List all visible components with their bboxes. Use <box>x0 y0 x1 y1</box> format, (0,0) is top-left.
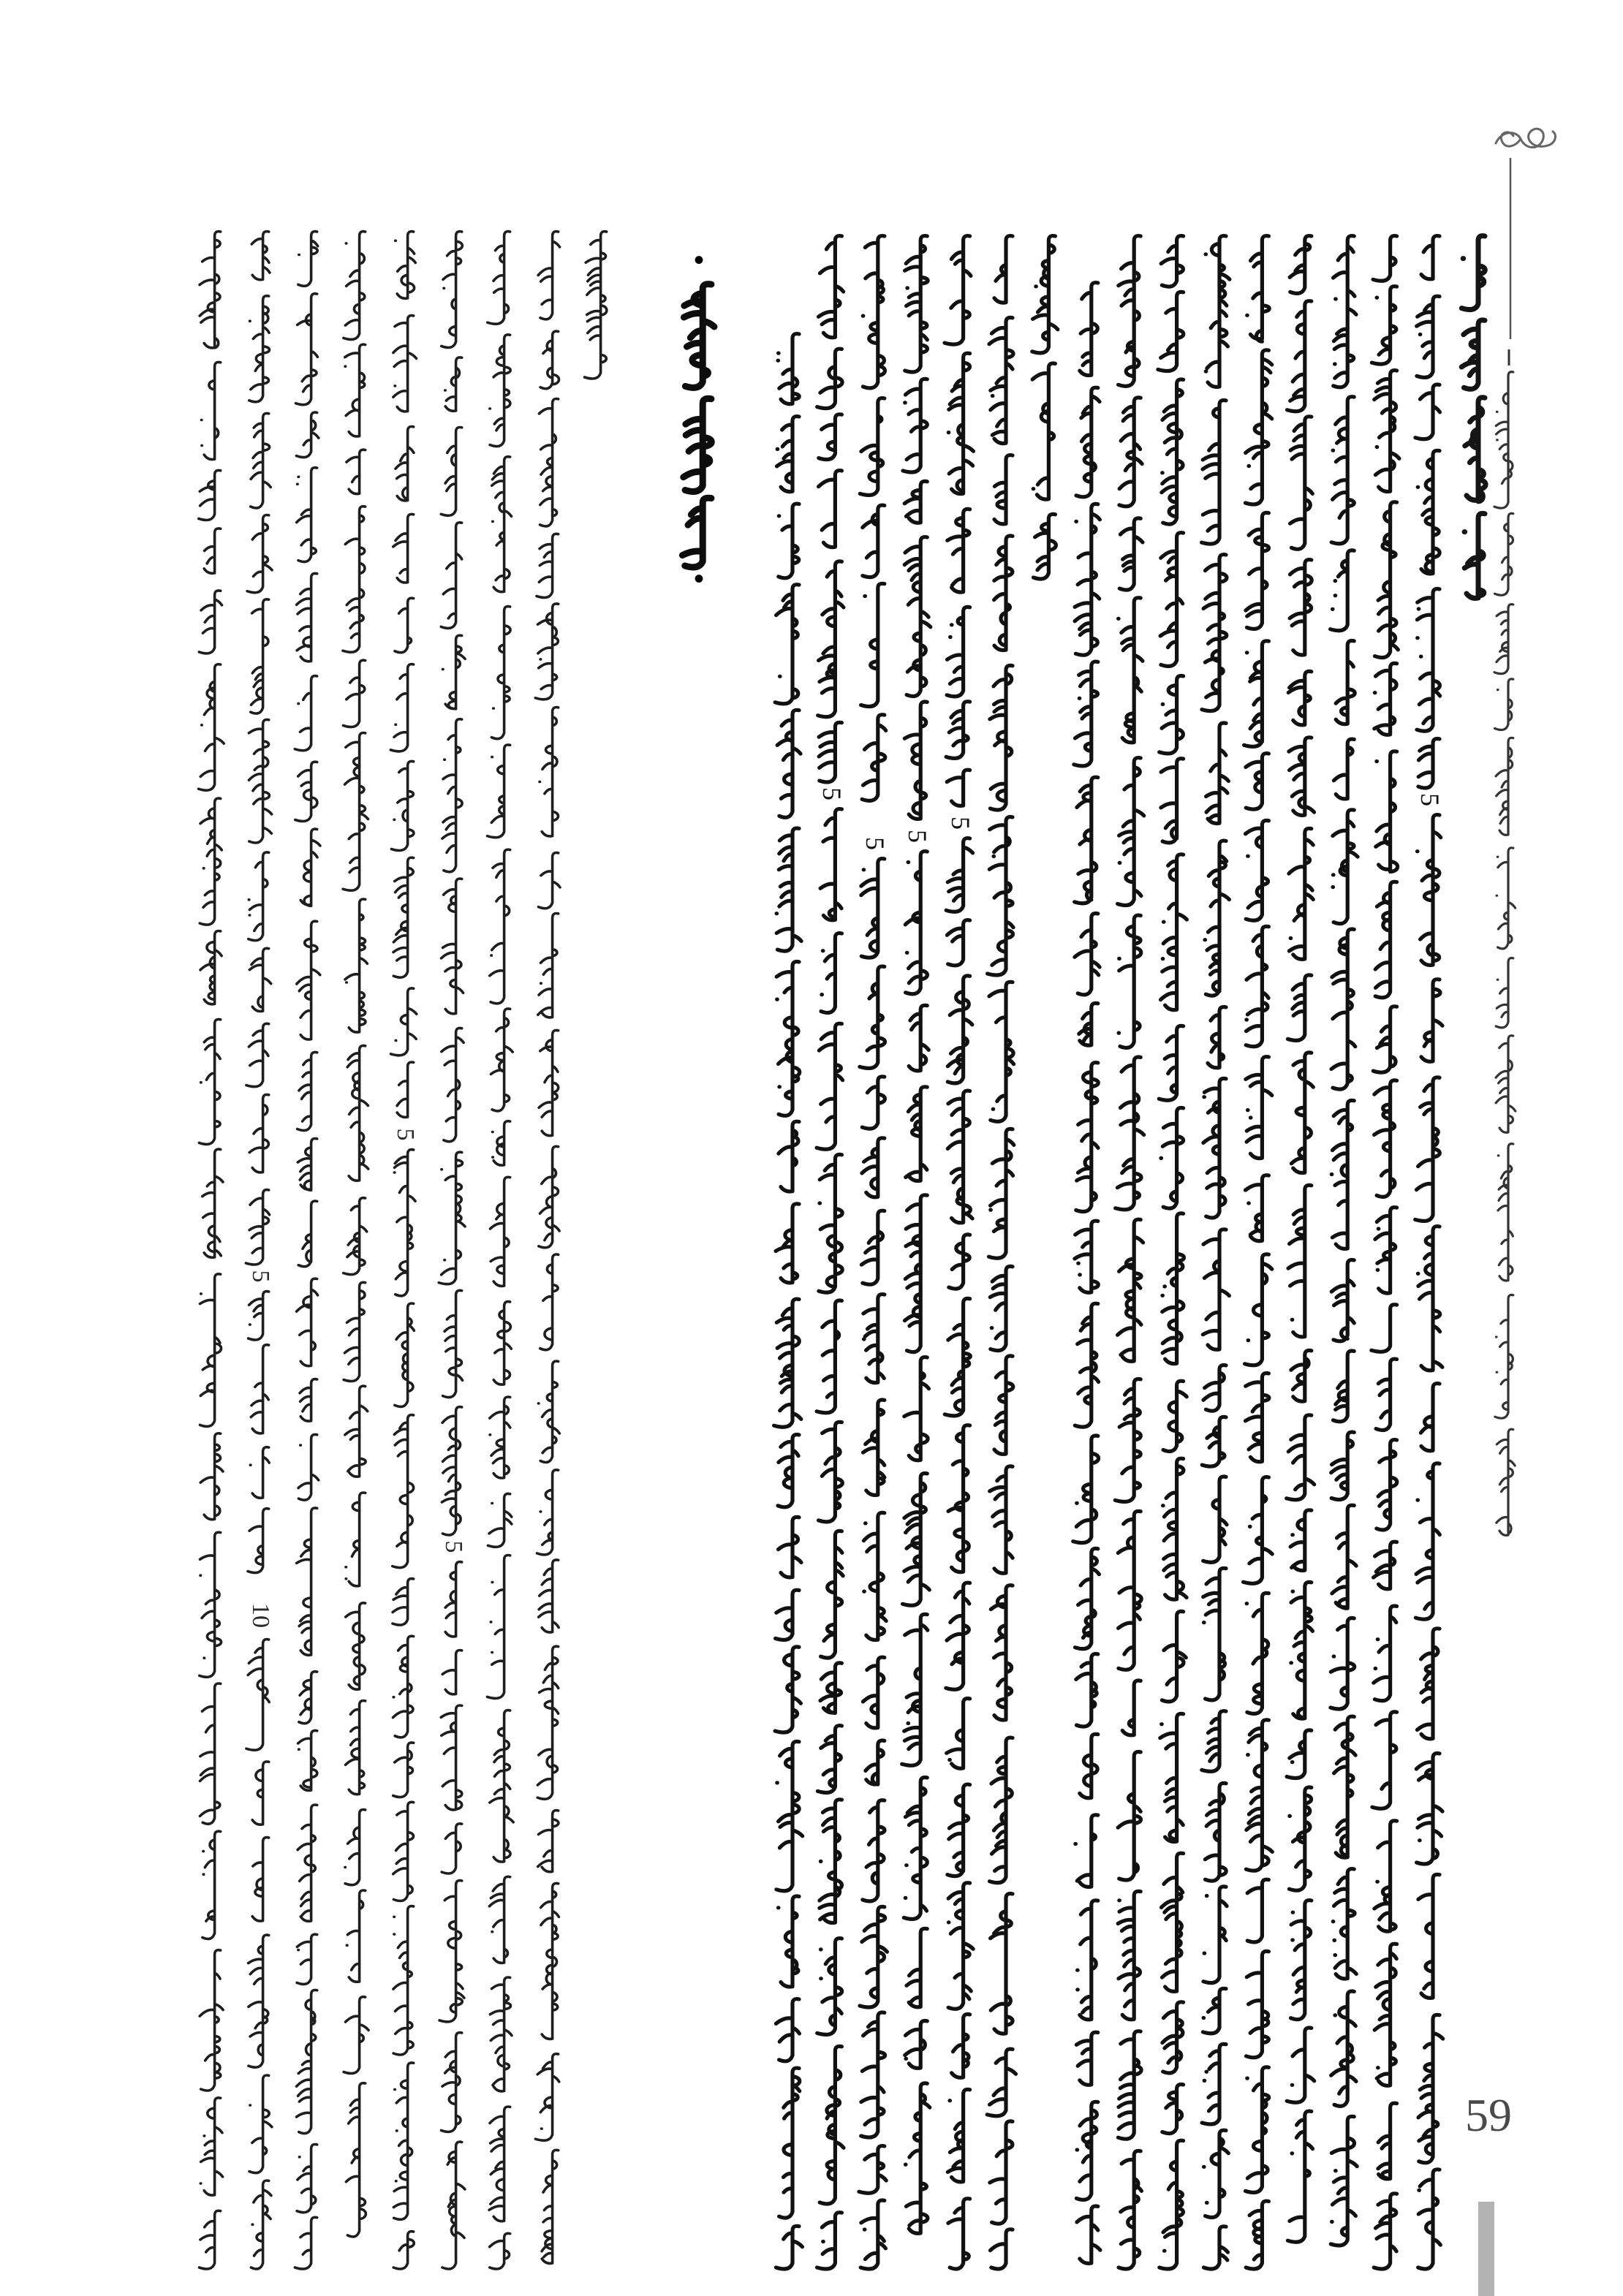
lower-text-column <box>535 232 560 2264</box>
upper-text-column <box>859 236 890 2269</box>
script-strokes <box>1158 236 1187 2269</box>
script-strokes <box>1115 236 1143 2269</box>
inline-number: 5 <box>1415 793 1445 806</box>
upper-text-column <box>1372 236 1399 2269</box>
upper-text-column <box>1244 236 1273 2269</box>
upper-text-column <box>987 236 1015 2269</box>
upper-text-column <box>817 236 847 2269</box>
heading-bullet-start: • <box>693 244 705 276</box>
lower-text-column <box>487 232 513 2269</box>
inline-number: 5 <box>817 787 847 800</box>
script-strokes <box>1244 236 1273 2269</box>
script-strokes <box>1202 236 1230 2269</box>
text-columns <box>199 232 1516 2269</box>
script-strokes <box>902 236 931 2234</box>
upper-text-column <box>1032 236 1058 579</box>
inline-number: 5 <box>903 830 932 843</box>
running-head-text <box>1494 372 1516 1536</box>
script-strokes <box>487 232 513 2269</box>
script-strokes <box>774 334 803 2269</box>
script-strokes <box>859 236 890 2269</box>
lower-text-column <box>246 232 272 2269</box>
upper-text-column <box>1287 236 1314 2243</box>
script-strokes <box>1287 236 1314 2243</box>
upper-text-column <box>1158 236 1187 2269</box>
upper-text-column <box>902 236 931 2234</box>
script-strokes <box>439 232 465 2269</box>
upper-text-column <box>945 236 973 2269</box>
script-strokes <box>987 236 1015 2269</box>
side-thumb-tab <box>1478 2202 1494 2296</box>
upper-text-column <box>1331 236 1358 2246</box>
script-strokes <box>1073 283 1100 2264</box>
inline-number: 5 <box>860 837 890 850</box>
ornament-flourish <box>1496 129 1555 147</box>
script-strokes <box>817 236 847 2269</box>
upper-text-column <box>1415 236 1443 2269</box>
lower-text-column <box>390 232 417 2269</box>
script-strokes <box>199 232 224 2269</box>
page-number: 59 <box>1465 2089 1512 2141</box>
script-strokes <box>945 236 973 2269</box>
script-strokes <box>390 232 417 2269</box>
upper-text-column <box>1202 236 1230 2269</box>
script-strokes <box>1331 236 1358 2246</box>
script-strokes <box>535 232 560 2264</box>
inline-number: 10 <box>247 1603 274 1628</box>
lower-text-column <box>199 232 224 2269</box>
inline-number: 5 <box>247 1270 274 1283</box>
script-strokes <box>295 232 320 2269</box>
script-strokes <box>246 232 272 2269</box>
lower-text-column <box>295 232 320 2269</box>
script-strokes <box>1032 236 1058 579</box>
section-heading-text <box>682 284 714 567</box>
script-strokes <box>682 284 714 567</box>
upper-text-column <box>774 334 803 2269</box>
lower-text-column <box>585 232 607 379</box>
script-strokes <box>1461 236 1486 599</box>
lower-text-column <box>343 232 368 2237</box>
inline-number: 5 <box>392 1128 419 1141</box>
ornament-curl <box>1550 132 1555 145</box>
script-strokes <box>1415 236 1443 2269</box>
heading-bullet-end: • <box>693 563 705 595</box>
script-strokes <box>343 232 368 2237</box>
upper-text-column <box>1115 236 1143 2269</box>
script-strokes <box>1494 372 1516 1536</box>
running-head-title <box>1461 236 1486 599</box>
script-strokes <box>585 232 607 379</box>
upper-text-column <box>1073 283 1100 2264</box>
inline-number: 5 <box>440 1540 467 1553</box>
lower-text-column <box>439 232 465 2269</box>
inline-number: 5 <box>946 817 975 830</box>
script-strokes <box>1372 236 1399 2269</box>
